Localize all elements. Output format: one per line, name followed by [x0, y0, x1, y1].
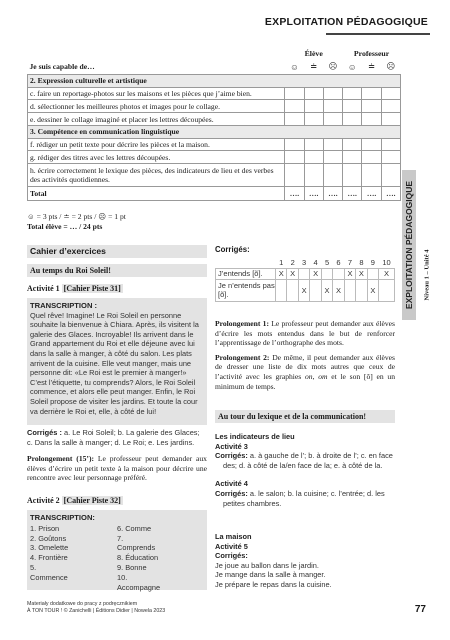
legend-2pts: = 2 pts /	[71, 212, 97, 221]
cahier-heading: Cahier d’exercices	[27, 245, 207, 258]
sad-smiley-icon: ☹	[328, 61, 338, 72]
row-g: g. rédiger des titres avec les lettres découpées.	[28, 151, 285, 164]
prolongements: Prolongement 1: Le professeur peut demander aux élèves d’écrire les mots entendus dans le but de renforcer l’apprentissage de l’orthographe des mots. Prolongement 2: De même, il peut demander aux élèves de dresser une liste de dix mots autres que ceux de l’activité avec les graphies on, om et le son [õ] en un minimum de temps.	[215, 319, 396, 391]
je-suis-capable: Je suis capable de…	[29, 62, 95, 72]
level-label: Niveau 1 – Unité 4	[423, 249, 431, 301]
list-item: 4. Frontière	[30, 553, 68, 563]
happy-smiley-icon: ☺	[27, 212, 35, 221]
row-d: d. sélectionner les meilleures photos et images pour le collage.	[28, 100, 285, 113]
transcription-1-text: Quel rêve! Imagine! Le Roi Soleil en personne souhaite la bienvenue à Chiara. Après, ils visitent la galerie des Glaces. Incroyable! Ils arrivent dans le Grand appartement du Roi et elle déjeune avec lui dans la salle à manger, à côté du salon. Les plats arrivent de la cuisine. Elle veut manger, mais une personne dit: «Le Roi est le premier à manger!» C’est l’étiquette, tu comprends? Alors, le Roi Soleil commence, et alors elle peut manger. Enfin, le Roi Soleil propose de visiter les jardins. Et toute la cour va derrière le Roi et, elle, à côté de lui!	[30, 310, 199, 416]
neutral-smiley-icon: ≐	[63, 212, 70, 221]
list-item: 8. Éducation	[117, 553, 159, 563]
maison-section: La maison Activité 5 Corrigés: Je joue au ballon dans le jardin. Je mange dans la salle à manger. Je prépare le repas dans la cuisine.	[215, 532, 395, 590]
list-item: Je prépare le repas dans la cuisine.	[215, 579, 332, 589]
list-item: 2. Goûtons	[30, 533, 67, 543]
piste-31: [Cahier Piste 31]	[63, 284, 121, 293]
total-blank: ….	[323, 187, 342, 201]
total-blank: ….	[304, 187, 323, 201]
legend-1pt: = 1 pt	[108, 212, 126, 221]
transcription-1-title: TRANSCRIPTION :	[30, 301, 98, 310]
corriges-heading: Corrigés:	[215, 245, 250, 254]
total-blank: ….	[343, 187, 362, 201]
corriges-1: Corrigés : a. Le Roi Soleil; b. La galerie des Glaces; c. Dans la salle à manger; d. Le Roi; e. Les jardins.	[27, 428, 200, 447]
table-row: J’entends [õ]. X X X X X X	[216, 268, 395, 279]
table-row: Je n’entends pas [õ]. X X X X	[216, 279, 395, 301]
row-c: c. faire un reportage-photos sur les maisons et les pièces que j’aime bien.	[28, 87, 285, 100]
roi-soleil-heading: Au temps du Roi Soleil!	[27, 264, 207, 277]
row-label: Je n’entends pas [õ].	[216, 279, 276, 301]
lexique-heading: Au tour du lexique et de la communication!	[215, 410, 395, 423]
total-label: Total	[28, 187, 285, 201]
transcription-2-title: TRANSCRIPTION:	[30, 513, 95, 522]
scoring-legend	[27, 212, 126, 232]
prolongement-15: Prolongement (15’): Le professeur peut demander aux élèves d’écrire un petit texte à la maison pour décrire une rencontre avec leur personnage préféré.	[27, 454, 207, 483]
sad-smiley-icon: ☹	[98, 212, 107, 221]
list-item: Je mange dans la salle à manger.	[215, 570, 326, 580]
happy-smiley-icon: ☺	[347, 61, 357, 72]
row-f: f. rédiger un petit texte pour décrire les pièces et la maison.	[28, 138, 285, 151]
total-blank: ….	[285, 187, 304, 201]
total-eleve: Total élève = … / 24 pts	[27, 222, 103, 231]
happy-smiley-icon: ☺	[290, 61, 299, 72]
section-expression-culturelle: 2. Expression culturelle et artistique	[28, 74, 401, 87]
page-header-title: EXPLOITATION PÉDAGOGIQUE	[264, 16, 428, 28]
transcription-1	[27, 298, 207, 425]
side-tab-label: EXPLOITATION PÉDAGOGIQUE	[404, 180, 414, 310]
section-communication: 3. Compétence en communication linguistique	[28, 125, 401, 138]
self-evaluation-table	[27, 46, 401, 201]
word-list-left	[30, 524, 117, 593]
footer: Materiały dodatkowe do pracy z podręcznikiem À TON TOUR ! © Zanichelli | Éditions Didier | Nowela 2023	[27, 601, 166, 614]
total-blank: ….	[362, 187, 381, 201]
list-item: 7. Comprends	[117, 533, 156, 553]
legend-3pts: = 3 pts /	[36, 212, 62, 221]
row-h: h. écrire correctement le lexique des pièces, des indicateurs de lieu et des verbes des activités quotidiennes.	[28, 164, 285, 187]
page-number: 77	[414, 604, 426, 615]
list-item: 10. Accompagne	[117, 572, 161, 592]
list-item: 1. Prison	[30, 523, 60, 533]
piste-32: [Cahier Piste 32]	[63, 496, 121, 505]
list-item: 5. Commence	[30, 562, 68, 582]
total-blank: ….	[381, 187, 400, 201]
word-list-right	[117, 524, 204, 593]
side-tab	[402, 170, 416, 320]
transcription-2	[27, 510, 207, 590]
row-label: J’entends [õ].	[216, 268, 276, 279]
column-professeur: Professeur	[353, 48, 390, 58]
activity-1-heading: Activité 1 [Cahier Piste 31]	[27, 284, 121, 293]
list-item: 6. Comme	[117, 523, 152, 533]
neutral-smiley-icon: ≐	[367, 61, 376, 72]
neutral-smiley-icon: ≐	[310, 61, 318, 72]
list-item: 9. Bonne	[117, 562, 147, 572]
sound-table: 1 2 3 4 5 6 7 8 9 10 J’entends [õ]. X X X X X X Je n’entends pas [õ]. X X X X	[215, 257, 395, 302]
column-eleve: Élève	[304, 48, 323, 58]
list-item: Je joue au ballon dans le jardin.	[215, 560, 319, 570]
list-item: 3. Omelette	[30, 543, 69, 553]
sad-smiley-icon: ☹	[386, 61, 396, 72]
activity-2-heading: Activité 2 [Cahier Piste 32]	[27, 496, 121, 505]
header-rule	[326, 33, 430, 35]
row-e: e. dessiner le collage imaginé et placer les lettres découpées.	[28, 113, 285, 126]
indicateurs-section: Les indicateurs de lieu Activité 3 Corrigés: a. à gauche de l’; b. à droite de l’; c. en face des; d. à côté de la/en face de la; e. à côté de la. Activité 4 Corrigés: a. le salon; b. la cuisine; c. l’entrée; d. les petites chambres.	[215, 432, 393, 508]
